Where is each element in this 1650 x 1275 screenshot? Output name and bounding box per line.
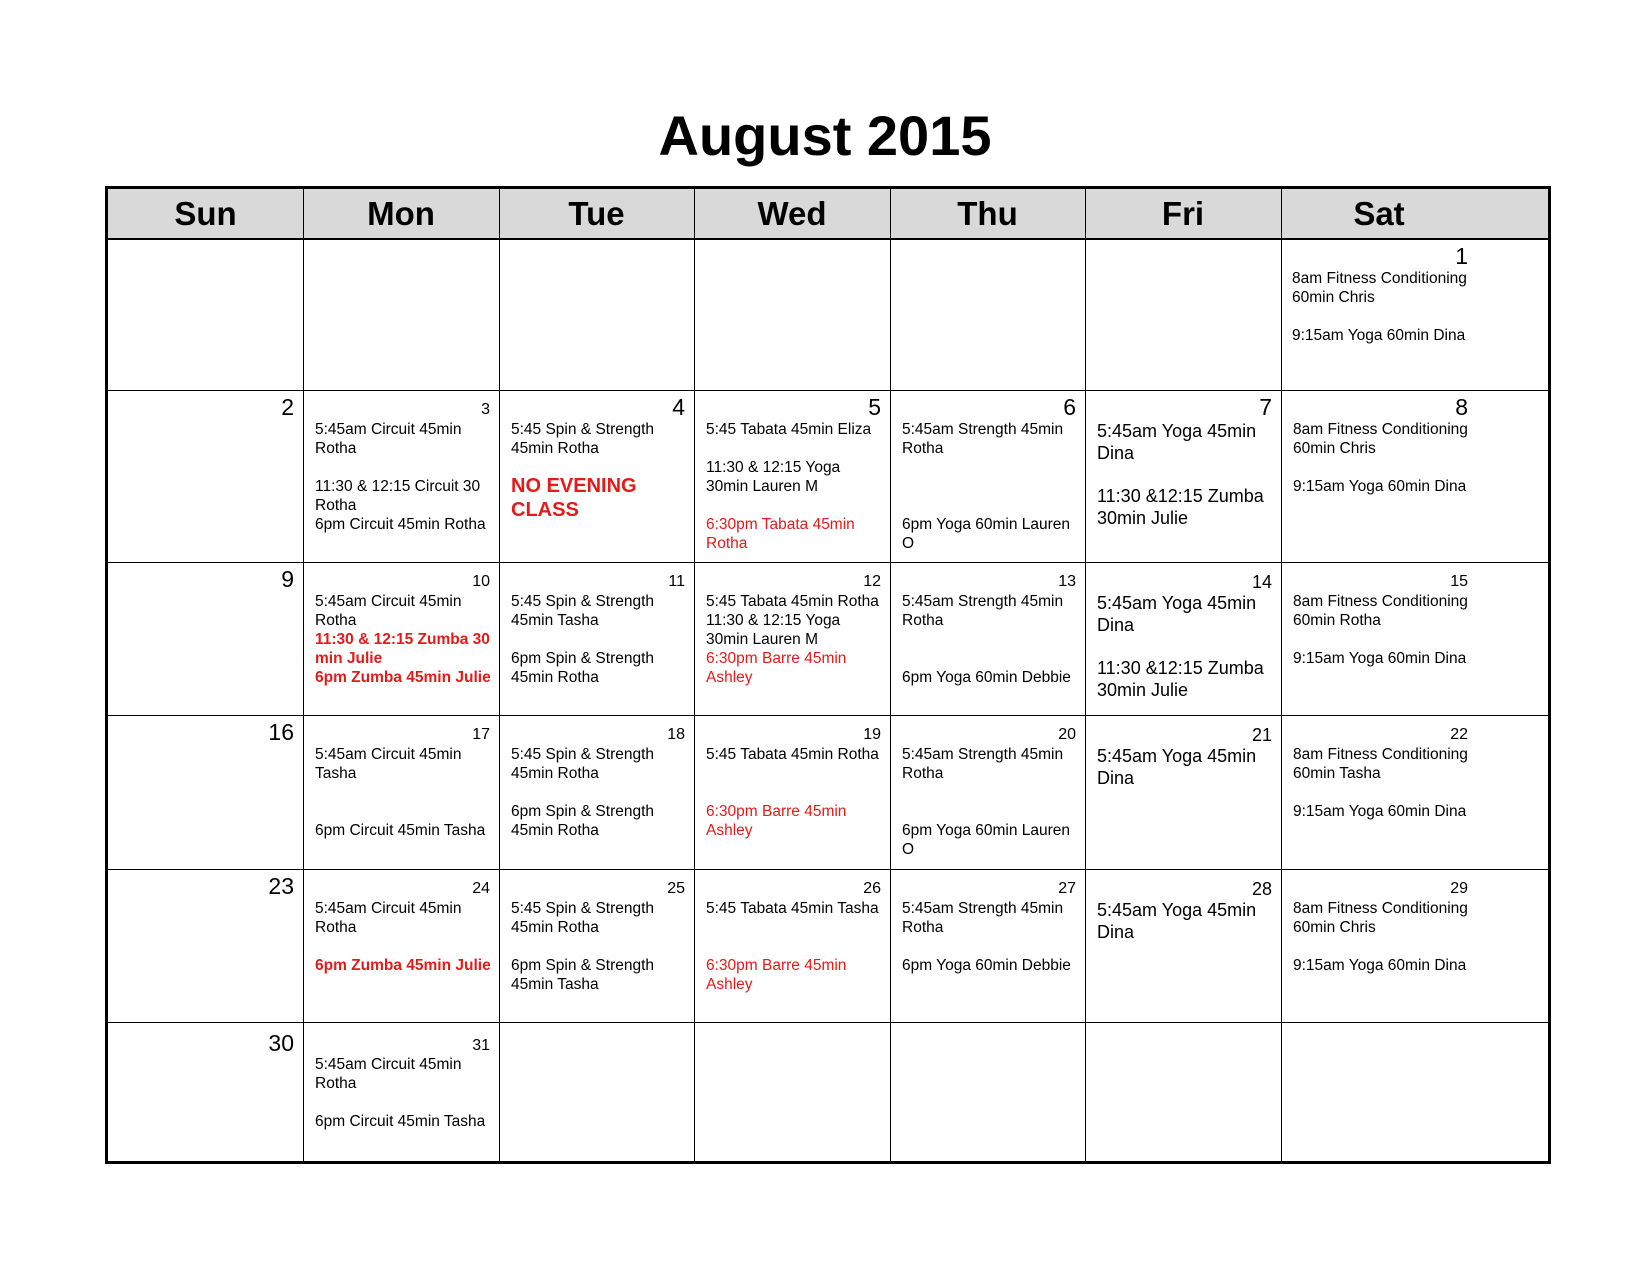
event-item: 9:15am Yoga 60min Dina bbox=[1293, 650, 1467, 667]
day-cell-26 bbox=[695, 870, 890, 1022]
day-cell-17 bbox=[304, 716, 499, 869]
day-cell-13 bbox=[891, 563, 1085, 715]
day-number: 2 bbox=[281, 394, 294, 420]
event-item: 6:30pm Barre 45min Ashley bbox=[706, 957, 847, 993]
day-cell-10 bbox=[304, 563, 499, 715]
event-item: 5:45 Tabata 45min Rotha bbox=[706, 746, 879, 763]
day-number: 20 bbox=[1058, 726, 1076, 743]
day-cell-29 bbox=[1282, 870, 1477, 1022]
day-cell-31 bbox=[304, 1023, 499, 1161]
event-item: 6:30pm Barre 45min Ashley bbox=[706, 650, 847, 686]
day-number: 18 bbox=[667, 726, 685, 743]
day-cell-28 bbox=[1086, 870, 1281, 1022]
day-number: 17 bbox=[472, 726, 490, 743]
day-number: 22 bbox=[1450, 726, 1468, 743]
day-number: 31 bbox=[472, 1037, 490, 1054]
event-item: 5:45am Circuit 45min Rotha bbox=[315, 900, 462, 936]
day-cell-14 bbox=[1086, 563, 1281, 715]
event-item: 5:45 Tabata 45min Eliza bbox=[706, 421, 872, 438]
day-number: 11 bbox=[668, 573, 685, 590]
day-cell-11 bbox=[500, 563, 694, 715]
event-item: 5:45am Circuit 45min Tasha bbox=[315, 746, 462, 782]
event-item: 5:45 Spin & Strength 45min Rotha bbox=[511, 421, 655, 457]
event-item: 11:30 & 12:15 Yoga 30min Lauren M bbox=[706, 612, 841, 648]
no-evening-class-notice: NO EVENING CLASS bbox=[511, 475, 637, 521]
event-item: 9:15am Yoga 60min Dina bbox=[1293, 803, 1467, 820]
weekday-header-row bbox=[108, 189, 1548, 240]
day-number: 4 bbox=[672, 394, 685, 420]
day-number: 30 bbox=[268, 1030, 294, 1056]
weekday-fri: Fri bbox=[1161, 195, 1205, 232]
day-number: 28 bbox=[1251, 879, 1272, 899]
day-cell-12 bbox=[695, 563, 890, 715]
event-item: 6pm Spin & Strength 45min Tasha bbox=[511, 957, 655, 993]
event-item: 5:45am Yoga 45min Dina bbox=[1097, 593, 1257, 635]
day-number: 26 bbox=[863, 880, 881, 897]
event-item: 5:45 Spin & Strength 45min Rotha bbox=[511, 900, 655, 936]
event-item: 5:45am Strength 45min Rotha bbox=[902, 593, 1064, 629]
event-item: 6pm Yoga 60min Debbie bbox=[902, 957, 1071, 974]
day-cell-22 bbox=[1282, 716, 1477, 869]
day-number: 14 bbox=[1251, 572, 1272, 592]
event-item: 9:15am Yoga 60min Dina bbox=[1293, 957, 1467, 974]
weekday-sun: Sun bbox=[174, 195, 237, 232]
event-item: 6pm Yoga 60min Lauren O bbox=[902, 822, 1071, 858]
weekday-mon: Mon bbox=[367, 195, 435, 232]
day-cell-23 bbox=[108, 870, 303, 1022]
day-cell-25 bbox=[500, 870, 694, 1022]
event-item: 6:30pm Barre 45min Ashley bbox=[706, 803, 847, 839]
day-cell-16 bbox=[108, 716, 303, 869]
day-number: 21 bbox=[1251, 725, 1272, 745]
day-cell-4 bbox=[500, 391, 694, 562]
event-item: 9:15am Yoga 60min Dina bbox=[1293, 478, 1467, 495]
day-number: 29 bbox=[1450, 880, 1468, 897]
day-number: 5 bbox=[868, 394, 881, 420]
day-number: 1 bbox=[1455, 243, 1468, 269]
event-item: 11:30 & 12:15 Yoga 30min Lauren M bbox=[706, 459, 841, 495]
day-cell-18 bbox=[500, 716, 694, 869]
day-cell-15 bbox=[1282, 563, 1477, 715]
event-item: 5:45am Circuit 45min Rotha bbox=[315, 1056, 462, 1092]
event-item: 8am Fitness Conditioning 60min Chris bbox=[1293, 900, 1468, 936]
day-cell-5 bbox=[695, 391, 890, 562]
event-item: 5:45 Spin & Strength 45min Rotha bbox=[511, 746, 655, 782]
weekday-tue: Tue bbox=[568, 195, 625, 232]
day-number: 13 bbox=[1058, 573, 1076, 590]
event-item: 5:45am Strength 45min Rotha bbox=[902, 900, 1064, 936]
event-item: 8am Fitness Conditioning 60min Rotha bbox=[1293, 593, 1468, 629]
event-item: 8am Fitness Conditioning 60min Chris bbox=[1292, 270, 1467, 306]
event-item: 11:30 &12:15 Zumba 30min Julie bbox=[1097, 658, 1264, 700]
day-number: 3 bbox=[481, 401, 490, 418]
day-cell-1 bbox=[1281, 240, 1477, 390]
day-cell-8 bbox=[1282, 391, 1477, 562]
event-item: 6pm Zumba 45min Julie bbox=[315, 669, 491, 686]
day-number: 8 bbox=[1455, 394, 1468, 420]
event-item: 6pm Circuit 45min Rotha bbox=[315, 516, 486, 533]
day-cell-21 bbox=[1086, 716, 1281, 869]
day-number: 16 bbox=[268, 719, 294, 745]
event-item: 5:45am Strength 45min Rotha bbox=[902, 746, 1064, 782]
event-item: 8am Fitness Conditioning 60min Tasha bbox=[1293, 746, 1468, 782]
event-item: 11:30 & 12:15 Zumba 30 min Julie bbox=[315, 631, 490, 667]
day-cell-20 bbox=[891, 716, 1085, 869]
day-number: 7 bbox=[1259, 394, 1272, 420]
day-number: 23 bbox=[268, 873, 294, 899]
event-item: 5:45am Yoga 45min Dina bbox=[1097, 900, 1257, 942]
day-cell-6 bbox=[891, 391, 1085, 562]
event-item: 5:45am Circuit 45min Rotha bbox=[315, 421, 462, 457]
day-number: 12 bbox=[863, 573, 881, 590]
day-number: 24 bbox=[472, 880, 490, 897]
event-item: 5:45 Tabata 45min Tasha bbox=[706, 900, 879, 917]
event-item: 8am Fitness Conditioning 60min Chris bbox=[1293, 421, 1468, 457]
day-cell-3 bbox=[304, 391, 499, 562]
event-item: 9:15am Yoga 60min Dina bbox=[1292, 327, 1466, 344]
weekday-thu: Thu bbox=[957, 195, 1018, 232]
day-cell-7 bbox=[1086, 391, 1281, 562]
event-item: 6pm Circuit 45min Tasha bbox=[315, 822, 486, 839]
weekday-sat: Sat bbox=[1353, 195, 1405, 232]
event-item: 5:45am Circuit 45min Rotha bbox=[315, 593, 462, 629]
calendar-grid bbox=[105, 186, 1551, 1164]
day-number: 10 bbox=[472, 573, 490, 590]
event-item: 5:45am Yoga 45min Dina bbox=[1097, 421, 1257, 463]
day-number: 15 bbox=[1450, 573, 1468, 590]
event-item: 6pm Spin & Strength 45min Rotha bbox=[511, 803, 655, 839]
event-item: 11:30 &12:15 Zumba 30min Julie bbox=[1097, 486, 1264, 528]
event-item: 6pm Spin & Strength 45min Rotha bbox=[511, 650, 655, 686]
event-item: 5:45 Spin & Strength 45min Tasha bbox=[511, 593, 655, 629]
event-item: 5:45am Yoga 45min Dina bbox=[1097, 746, 1257, 788]
day-cell-9 bbox=[108, 563, 303, 715]
event-item: 6pm Yoga 60min Debbie bbox=[902, 669, 1071, 686]
event-item: 5:45am Strength 45min Rotha bbox=[902, 421, 1064, 457]
day-number: 19 bbox=[863, 726, 881, 743]
event-item: 6:30pm Tabata 45min Rotha bbox=[706, 516, 855, 552]
day-number: 9 bbox=[281, 566, 294, 592]
page-title: August 2015 bbox=[658, 104, 992, 167]
day-cell-2 bbox=[108, 391, 303, 562]
event-item: 11:30 & 12:15 Circuit 30 Rotha bbox=[315, 478, 481, 514]
day-cell-19 bbox=[695, 716, 890, 869]
day-cell-27 bbox=[891, 870, 1085, 1022]
day-cell-24 bbox=[304, 870, 499, 1022]
event-item: 6pm Zumba 45min Julie bbox=[315, 957, 491, 974]
event-item: 5:45 Tabata 45min Rotha bbox=[706, 593, 879, 610]
event-item: 6pm Circuit 45min Tasha bbox=[315, 1113, 486, 1130]
day-number: 6 bbox=[1063, 394, 1076, 420]
day-cell-30 bbox=[108, 1023, 303, 1161]
weekday-wed: Wed bbox=[757, 195, 827, 232]
day-number: 25 bbox=[667, 880, 685, 897]
event-item: 6pm Yoga 60min Lauren O bbox=[902, 516, 1071, 552]
day-number: 27 bbox=[1058, 880, 1076, 897]
